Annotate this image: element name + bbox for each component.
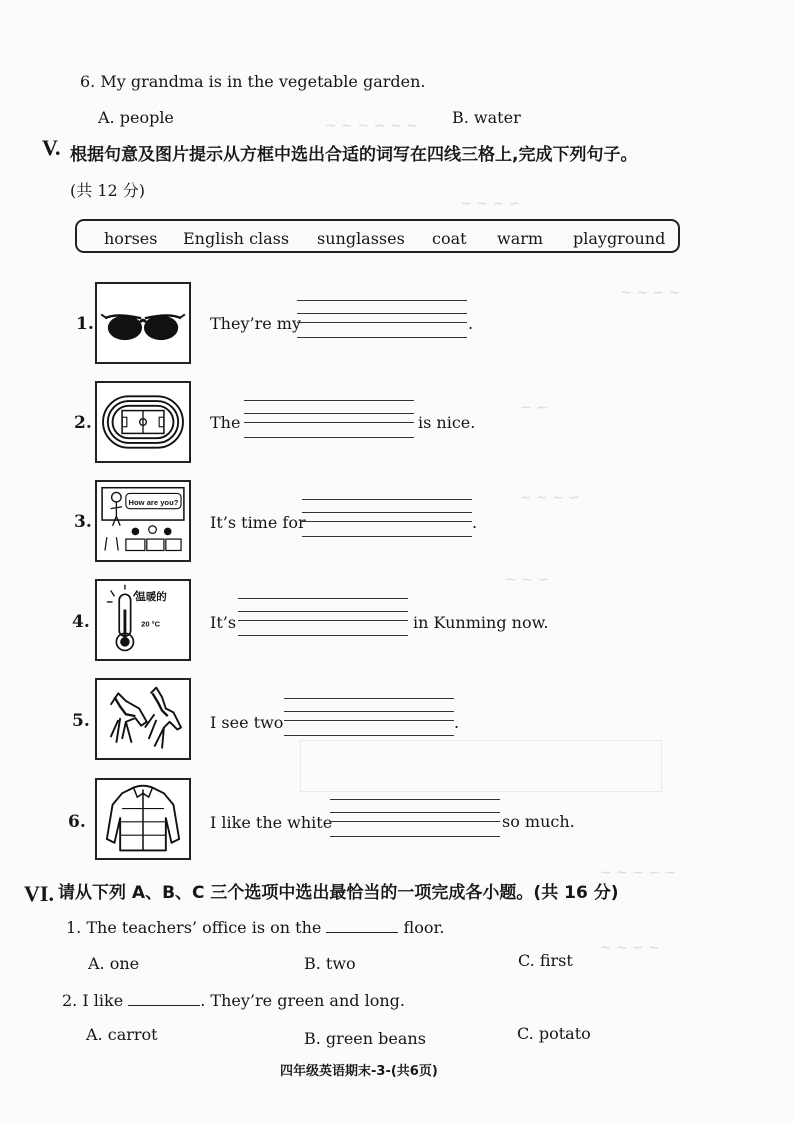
- answer-blank[interactable]: [128, 1004, 200, 1006]
- coat-icon: [97, 780, 189, 858]
- four-line-writing-area[interactable]: [284, 698, 454, 736]
- question-1-suffix: floor.: [403, 918, 445, 937]
- thermometer-picture: [95, 579, 191, 661]
- bleed-through-text: ~ ∼ ∽ ∼: [620, 285, 681, 301]
- word-bank-item: sunglasses: [317, 229, 405, 248]
- item-4-text-after: in Kunming now.: [413, 613, 549, 632]
- bleed-through-text: ∼ ~ ∼ ∽ ∼: [600, 865, 677, 881]
- section-6-question-2: [62, 991, 405, 1010]
- item-6-text-after: so much.: [502, 812, 575, 831]
- bleed-through-box: [300, 740, 662, 792]
- playground-track-icon: [97, 383, 189, 461]
- four-line-writing-area[interactable]: [244, 400, 414, 438]
- question-6-text: 6. My grandma is in the vegetable garden.: [80, 72, 426, 91]
- item-number: 6.: [68, 812, 86, 832]
- word-bank-item: English class: [183, 229, 290, 248]
- item-number: 3.: [74, 512, 92, 532]
- sunglasses-picture: [95, 282, 191, 364]
- item-number: 1.: [76, 314, 94, 334]
- bleed-through-text: ~ ∼: [520, 400, 548, 416]
- item-4-text-before: It’s: [210, 613, 237, 632]
- item-3-text-before: It’s time for: [210, 513, 306, 532]
- question-2-option-c[interactable]: C. potato: [517, 1024, 591, 1043]
- question-1-option-a[interactable]: A. one: [88, 954, 140, 973]
- question-1-option-c[interactable]: C. first: [518, 951, 573, 970]
- item-2-text-after: is nice.: [418, 413, 476, 432]
- question-2-prefix: 2. I like: [62, 991, 124, 1010]
- word-bank-item: warm: [497, 229, 544, 248]
- question-1-prefix: 1. The teachers’ office is on the: [66, 918, 322, 937]
- thermometer-label: 温暖的: [135, 591, 167, 604]
- four-line-writing-area[interactable]: [330, 799, 500, 837]
- horses-icon: [97, 680, 189, 758]
- classroom-picture: [95, 480, 191, 562]
- section-5-title: 根据句意及图片提示从方框中选出合适的词写在四线三格上,完成下列句子。: [70, 145, 638, 165]
- word-bank-item: coat: [432, 229, 467, 248]
- word-bank-item: playground: [573, 229, 666, 248]
- question-2-option-a[interactable]: A. carrot: [86, 1025, 158, 1044]
- item-number: 2.: [74, 413, 92, 433]
- question-6-option-b: B. water: [452, 108, 521, 127]
- section-5-score: (共 12 分): [70, 181, 146, 200]
- item-6-text-before: I like the white: [210, 813, 333, 832]
- four-line-writing-area[interactable]: [302, 499, 472, 537]
- bleed-through-text: ~ ∼ ~ ∽ ∼ ∼: [325, 118, 418, 134]
- temperature-label: 20 °C: [141, 619, 161, 629]
- section-5-number: V.: [42, 135, 61, 160]
- question-2-suffix: . They’re green and long.: [200, 991, 405, 1010]
- question-6-option-a: A. people: [98, 108, 174, 127]
- word-bank-item: horses: [104, 229, 158, 248]
- item-1-text-after: .: [468, 314, 474, 333]
- item-number: 5.: [72, 711, 90, 731]
- bleed-through-text: ∼ ~ ∼ ∽: [520, 490, 581, 506]
- word-bank-box: [75, 219, 680, 253]
- sunglasses-icon: [97, 284, 189, 362]
- four-line-writing-area[interactable]: [297, 300, 467, 338]
- speech-bubble-text: How are you?: [128, 497, 179, 507]
- bleed-through-text: ~ ∼ ∽: [505, 572, 550, 588]
- section-6-title: 请从下列 A、B、C 三个选项中选出最恰当的一项完成各小题。(共 16 分): [58, 883, 619, 903]
- coat-picture: [95, 778, 191, 860]
- item-2-text-before: The: [210, 413, 241, 432]
- section-6-number: VI.: [24, 881, 54, 906]
- bleed-through-text: ~ ∼ ∽ ∼: [600, 940, 661, 956]
- playground-picture: [95, 381, 191, 463]
- thermometer-icon: [97, 581, 189, 659]
- page-footer: 四年级英语期末-3-(共6页): [280, 1064, 438, 1079]
- horses-picture: [95, 678, 191, 760]
- section-6-question-1: [66, 918, 444, 937]
- bleed-through-text: ∼ ~ ∼ ∽: [460, 196, 521, 212]
- item-5-text-before: I see two: [210, 713, 284, 732]
- answer-blank[interactable]: [326, 931, 398, 933]
- four-line-writing-area[interactable]: [238, 598, 408, 636]
- item-number: 4.: [72, 612, 90, 632]
- question-1-option-b[interactable]: B. two: [304, 954, 356, 973]
- question-2-option-b[interactable]: B. green beans: [304, 1029, 426, 1048]
- item-5-text-after: .: [454, 713, 460, 732]
- classroom-icon: [97, 482, 189, 560]
- item-3-text-after: .: [472, 513, 478, 532]
- item-1-text-before: They’re my: [210, 314, 301, 333]
